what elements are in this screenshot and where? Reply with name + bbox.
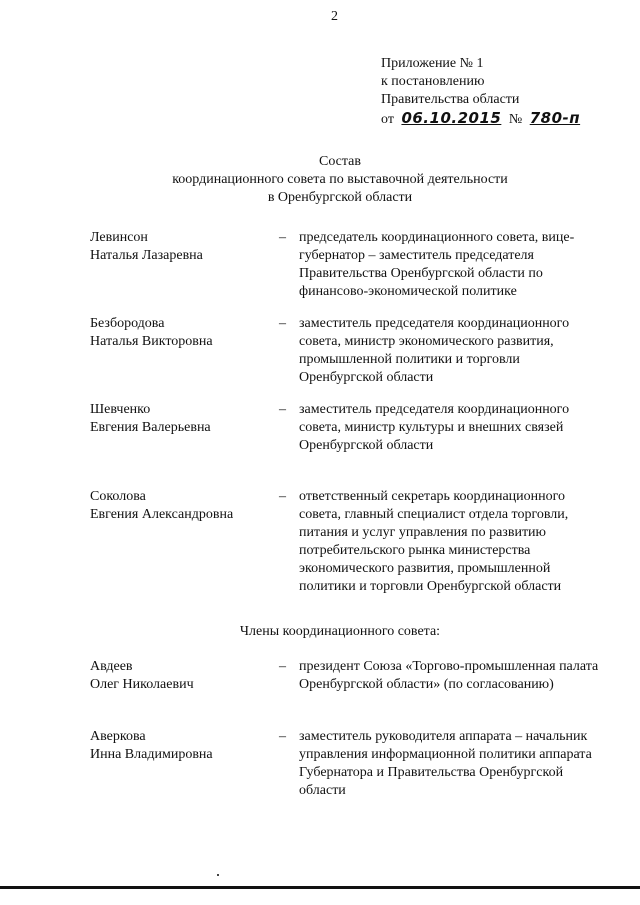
date-prefix: от	[381, 112, 394, 127]
member-name	[90, 315, 270, 351]
dash: –	[279, 316, 286, 331]
member-surname: Авдеев	[90, 659, 133, 674]
member-role: заместитель председателя координационного совета, министр экономического развития, промышленной политики и торговли Оренбургской области	[299, 316, 570, 385]
document-title	[0, 153, 640, 207]
member-given-names: Наталья Лазаревна	[90, 248, 203, 263]
member-given-names: Евгения Валерьевна	[90, 420, 211, 435]
member-name	[90, 728, 270, 764]
dash: –	[279, 402, 286, 417]
appendix-issuer: Правительства области	[381, 92, 520, 107]
member-given-names: Наталья Викторовна	[90, 334, 213, 349]
member-given-names: Евгения Александровна	[90, 507, 234, 522]
appendix-block	[381, 55, 584, 129]
handwritten-number: 780-п	[529, 109, 581, 127]
member-surname: Безбородова	[90, 316, 165, 331]
member-role: председатель координационного совета, вице-губернатор – заместитель председателя Правительства Оренбургской области по финансово-экономической политике	[299, 230, 575, 299]
member-role: президент Союза «Торгово-промышленная палата Оренбургской области» (по согласованию)	[299, 659, 599, 692]
dash: –	[279, 729, 286, 744]
member-role: заместитель председателя координационного совета, министр культуры и внешних связей Оренбургской области	[299, 402, 570, 453]
page-number: 2	[331, 9, 338, 24]
member-name	[90, 401, 270, 437]
member-surname: Аверкова	[90, 729, 146, 744]
title-line-1: Состав	[318, 154, 361, 169]
scan-artifact	[217, 874, 219, 876]
handwritten-date: 06.10.2015	[401, 109, 502, 127]
member-role: ответственный секретарь координационного совета, главный специалист отдела торговли, питания и услуг управления по развитию потребительского рынка министерства экономического развития, промышленной политики и торговли Оренбургской области	[299, 489, 569, 594]
title-line-3: в Оренбургской области	[267, 190, 413, 205]
member-name	[90, 488, 270, 524]
number-prefix: №	[508, 112, 523, 127]
member-name	[90, 658, 270, 694]
dash: –	[279, 230, 286, 245]
member-given-names: Инна Владимировна	[90, 747, 213, 762]
member-surname: Шевченко	[90, 402, 151, 417]
appendix-reference: к постановлению	[381, 74, 485, 89]
members-heading: Члены координационного совета:	[239, 624, 441, 639]
member-name	[90, 229, 270, 265]
appendix-date-line	[381, 109, 584, 129]
appendix-title: Приложение № 1	[381, 56, 484, 71]
dash: –	[279, 659, 286, 674]
member-surname: Левинсон	[90, 230, 148, 245]
dash: –	[279, 489, 286, 504]
bottom-rule	[0, 886, 640, 889]
member-given-names: Олег Николаевич	[90, 677, 194, 692]
title-line-2: координационного совета по выставочной деятельности	[172, 172, 508, 187]
member-role: заместитель руководителя аппарата – начальник управления информационной политики аппарата Губернатора и Правительства Оренбургской области	[299, 729, 592, 798]
member-surname: Соколова	[90, 489, 146, 504]
